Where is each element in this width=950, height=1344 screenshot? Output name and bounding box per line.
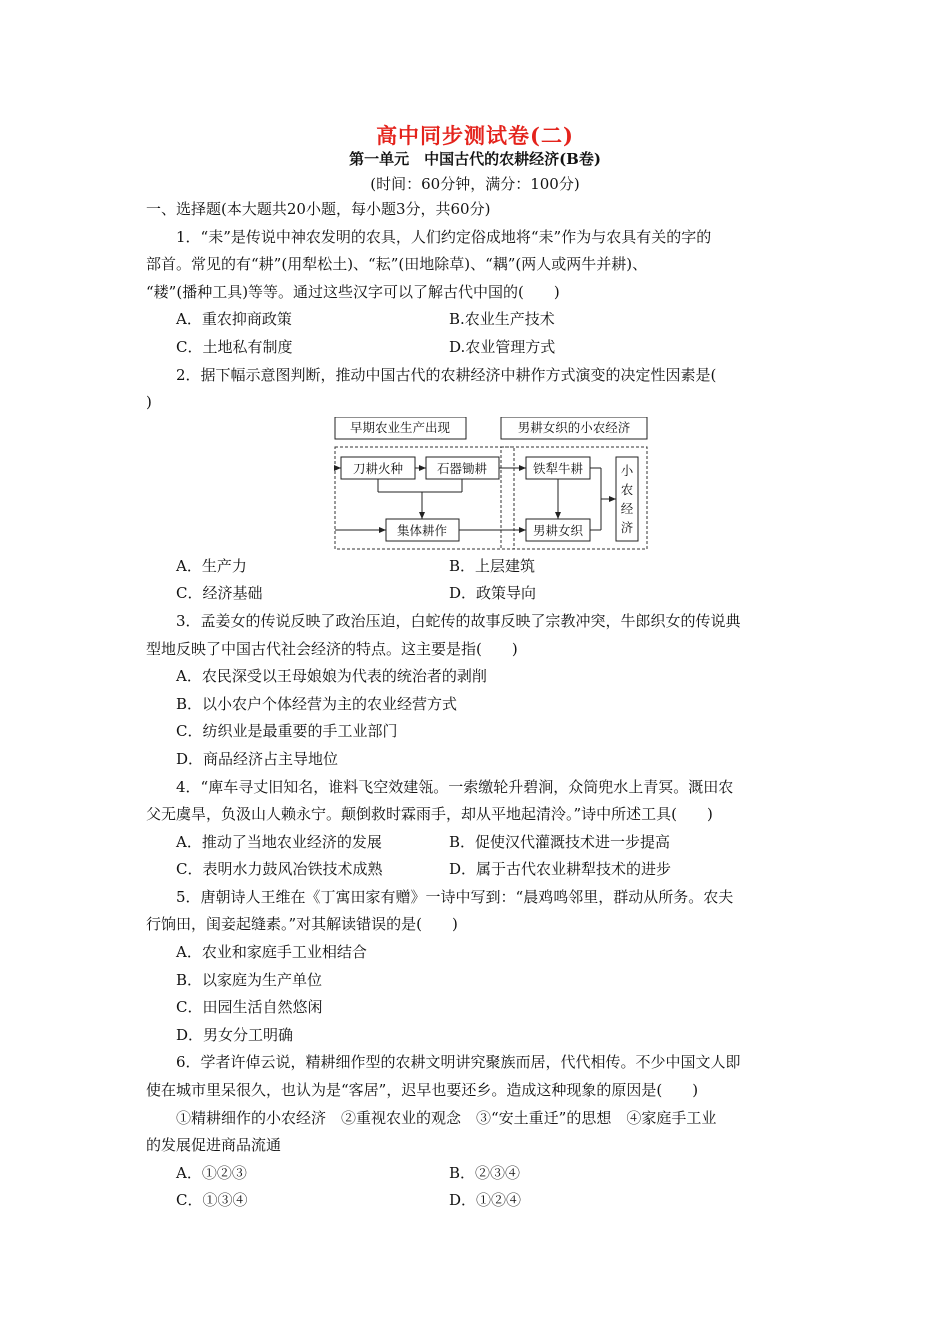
- small-farm-char-2: 农: [620, 481, 634, 497]
- option-d: D．男女分工明确: [176, 1025, 294, 1044]
- section-heading: 一、选择题(本大题共20小题，每小题3分，共60分): [146, 200, 491, 218]
- option-c: C．纺织业是最重要的手工业部门: [176, 722, 398, 741]
- question-6: [146, 1049, 806, 1215]
- option-d: D．商品经济占主导地位: [176, 749, 339, 768]
- small-farm-char-3: 经: [620, 500, 634, 516]
- option-a: A．农民深受以王母娘娘为代表的统治者的剥削: [176, 667, 487, 686]
- small-farm-char-4: 济: [620, 519, 634, 535]
- options-row: [146, 334, 806, 362]
- option-c: C．经济基础: [176, 584, 263, 603]
- exam-content: [146, 196, 806, 1215]
- men-women-text: 男耕女织: [532, 522, 584, 538]
- option-d: D．①②④: [449, 1191, 522, 1210]
- option-b: B．以小农户个体经营为主的农业经营方式: [176, 694, 458, 713]
- question-line: ①精耕细作的小农经济 ②重视农业的观念 ③“安土重迁”的思想 ④家庭手工业: [176, 1108, 717, 1127]
- option-a: A．农业和家庭手工业相结合: [176, 943, 367, 962]
- question-5: [146, 884, 806, 1050]
- question-1: [146, 224, 806, 362]
- options-row: [146, 580, 806, 608]
- unit-subtitle: 第一单元 中国古代的农耕经济(B卷): [349, 150, 601, 168]
- options-row: [146, 1160, 806, 1188]
- options-row: [146, 856, 806, 884]
- option-a: A．重农抑商政策: [176, 310, 292, 329]
- option-a: A．生产力: [176, 556, 247, 575]
- option-b: B．以家庭为生产单位: [176, 970, 323, 989]
- collective-text: 集体耕作: [396, 522, 448, 538]
- left-title-text: 早期农业生产出现: [349, 419, 451, 435]
- option-b: B．②③④: [449, 1163, 521, 1182]
- question-line: 3．孟姜女的传说反映了政治压迫，白蛇传的故事反映了宗教冲突，牛郎织女的传说典: [176, 611, 741, 630]
- option-c: C．①③④: [176, 1191, 248, 1210]
- option-d: D．政策导向: [449, 584, 537, 603]
- options-row: [146, 553, 806, 581]
- option-b: B．上层建筑: [449, 556, 536, 575]
- options-row: [146, 306, 806, 334]
- question-line: 4．“庳车寻丈旧知名，谁料飞空效建瓴。一索缴轮升碧涧，众筒兜水上青冥。溉田农: [176, 777, 734, 796]
- small-farm-char-1: 小: [620, 462, 634, 478]
- iron-plow-text: 铁犁牛耕: [532, 460, 584, 476]
- options-row: [146, 829, 806, 857]
- right-title-text: 男耕女织的小农经济: [517, 419, 631, 435]
- option-b: B．促使汉代灌溉技术进一步提高: [449, 832, 671, 851]
- question-line: 6．学者许倬云说，精耕细作型的农耕文明讲究聚族而居，代代相传。不少中国文人即: [176, 1053, 741, 1072]
- question-line: 父无虞旱，负汲山人赖永宁。颠倒救时霖雨手，却从平地起清泠。”诗中所述工具( ): [146, 805, 713, 824]
- question-line: ): [146, 393, 152, 412]
- option-d: D．属于古代农业耕犁技术的进步: [449, 860, 672, 879]
- option-d: D.农业管理方式: [449, 337, 556, 356]
- stone-tools-text: 石器锄耕: [436, 460, 488, 476]
- question-line: 行饷田，闺妾起缝素。”对其解读错误的是( ): [146, 915, 458, 934]
- farming-evolution-diagram: [146, 417, 806, 553]
- question-line: “耧”(播种工具)等等。通过这些汉字可以了解古代中国的( ): [146, 282, 560, 301]
- question-3: [146, 608, 806, 774]
- question-line: 2．据下幅示意图判断，推动中国古代的农耕经济中耕作方式演变的决定性因素是(: [176, 365, 717, 384]
- slash-burn-text: 刀耕火种: [352, 460, 404, 476]
- question-line: 使在城市里呆很久，也认为是“客居”，迟早也要还乡。造成这种现象的原因是( ): [146, 1081, 699, 1100]
- question-line: 5．唐朝诗人王维在《丁寓田家有赠》一诗中写到：“晨鸡鸣邻里，群动从所务。农夫: [176, 887, 734, 906]
- option-c: C．表明水力鼓风冶铁技术成熟: [176, 860, 383, 879]
- question-line: 部首。常见的有“耕”(用犁松土)、“耘”(田地除草)、“耦”(两人或两牛并耕)、: [146, 255, 648, 274]
- option-b: B.农业生产技术: [449, 310, 555, 329]
- question-line: 1．“耒”是传说中神农发明的农具，人们约定俗成地将“耒”作为与农具有关的字的: [176, 227, 712, 246]
- question-4: [146, 774, 806, 884]
- option-c: C．土地私有制度: [176, 337, 293, 356]
- page-title: 高中同步测试卷(二): [376, 123, 574, 148]
- question-2: [146, 362, 806, 608]
- options-row: [146, 1187, 806, 1215]
- option-a: A．①②③: [176, 1163, 247, 1182]
- question-line: 型地反映了中国古代社会经济的特点。这主要是指( ): [146, 639, 518, 658]
- time-info: (时间：60分钟，满分：100分): [370, 175, 580, 193]
- question-line: 的发展促进商品流通: [146, 1136, 282, 1155]
- option-a: A．推动了当地农业经济的发展: [176, 832, 382, 851]
- option-c: C．田园生活自然悠闲: [176, 998, 323, 1017]
